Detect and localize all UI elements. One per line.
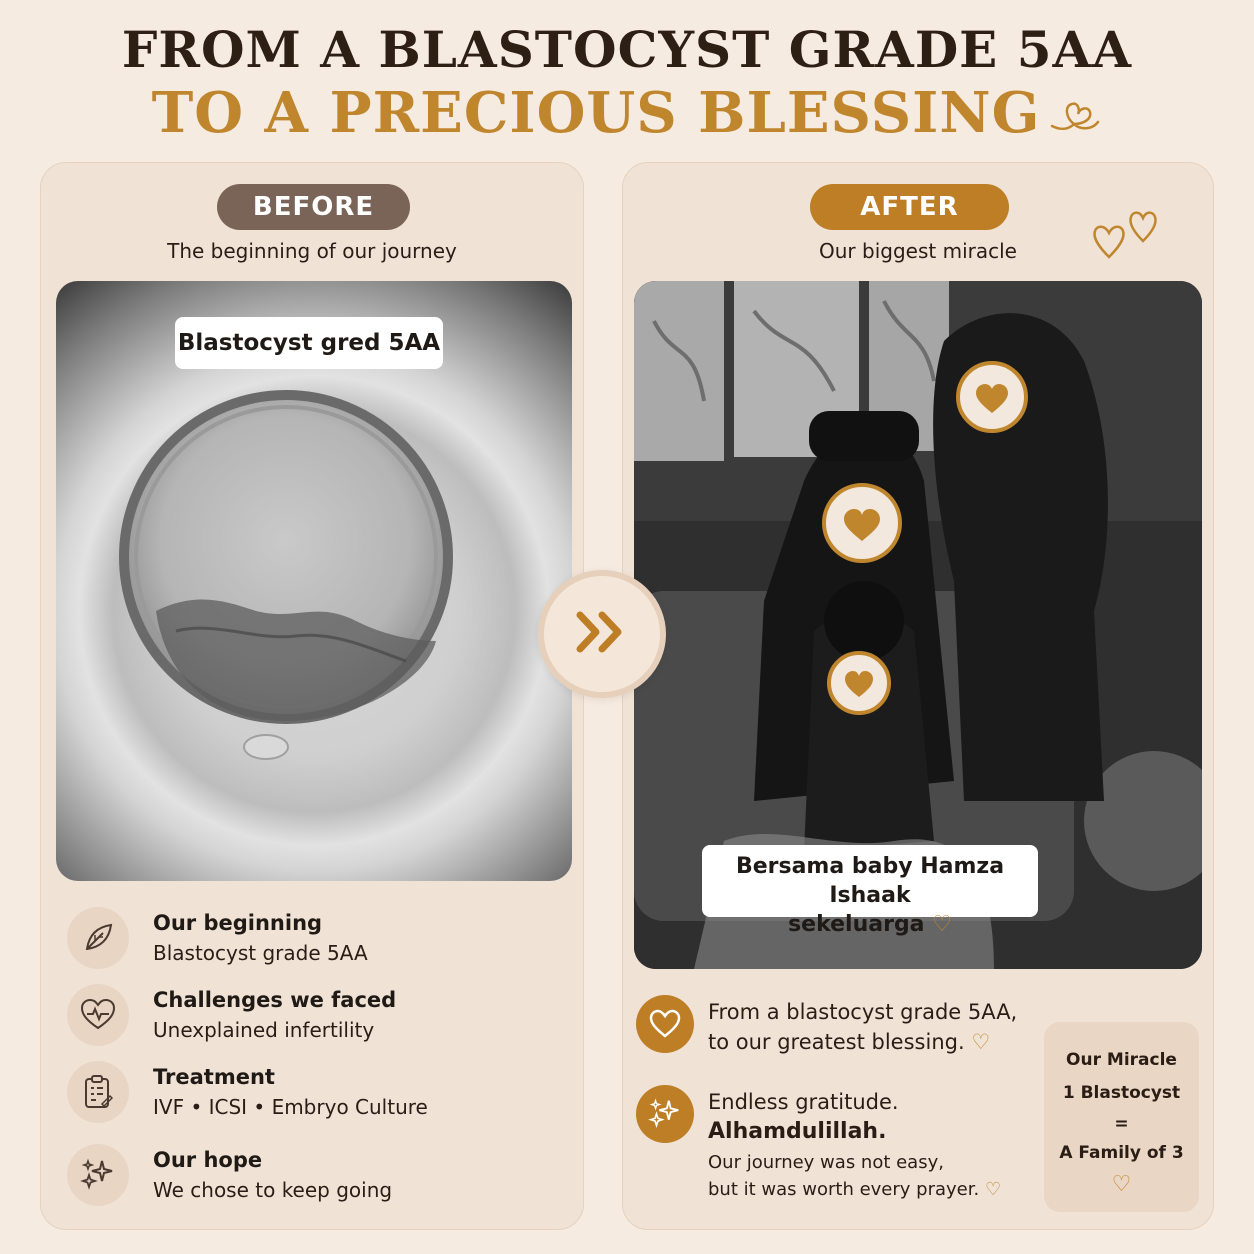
title-line-2 xyxy=(0,80,1254,150)
row2-line4-text: but it was worth every prayer. xyxy=(708,1179,980,1200)
miracle-line1: 1 Blastocyst xyxy=(1062,1083,1181,1103)
row2-line3: Our journey was not easy, xyxy=(708,1152,944,1173)
before-panel xyxy=(40,162,584,1230)
item-text: Unexplained infertility xyxy=(153,1018,375,1042)
heart-pulse-icon xyxy=(67,984,129,1046)
miracle-line3: A Family of 3 xyxy=(1059,1143,1184,1163)
item-title: Treatment xyxy=(153,1065,275,1089)
row1-line1: From a blastocyst grade 5AA, xyxy=(708,1000,1018,1024)
family-label-line1: Bersama baby Hamza Ishaak xyxy=(735,854,1005,908)
family-label-line2 xyxy=(702,910,1038,939)
small-heart-icon: ♡ xyxy=(1111,1172,1132,1197)
title-line-1: FROM A BLASTOCYST GRADE 5AA xyxy=(121,20,1133,79)
after-subtitle: Our biggest miracle xyxy=(819,239,1017,263)
double-heart-icon xyxy=(1089,203,1165,267)
before-subtitle: The beginning of our journey xyxy=(167,239,457,263)
small-heart-icon: ♡ xyxy=(984,1179,1002,1200)
before-badge: BEFORE xyxy=(217,184,410,230)
sparkles-icon xyxy=(67,1144,129,1206)
double-chevron-right-icon xyxy=(574,609,630,659)
after-badge: AFTER xyxy=(810,184,1009,230)
heart-icon xyxy=(636,995,694,1053)
row2-line2: Alhamdulillah. xyxy=(708,1119,887,1144)
row2-line4 xyxy=(708,1176,1001,1203)
row2-line1: Endless gratitude. xyxy=(708,1090,899,1114)
miracle-line2: = xyxy=(1114,1114,1129,1134)
heart-swirl-icon xyxy=(1046,84,1102,150)
row1-line2 xyxy=(708,1027,990,1057)
item-title: Challenges we faced xyxy=(153,988,397,1012)
before-item-challenges xyxy=(67,984,567,1050)
before-item-treatment xyxy=(67,1061,567,1127)
small-heart-icon: ♡ xyxy=(932,912,952,937)
clipboard-icon xyxy=(67,1061,129,1123)
item-text: We chose to keep going xyxy=(153,1178,393,1202)
after-panel xyxy=(622,162,1214,1230)
embryo-photo-label: Blastocyst gred 5AA xyxy=(175,317,443,369)
item-title: Our hope xyxy=(153,1148,263,1172)
family-photo xyxy=(634,281,1202,969)
leaf-icon xyxy=(67,907,129,969)
miracle-card xyxy=(1044,1022,1199,1212)
family-photo-label xyxy=(702,845,1038,937)
item-text: IVF • ICSI • Embryo Culture xyxy=(153,1095,428,1119)
before-item-hope xyxy=(67,1144,567,1210)
arrow-circle xyxy=(538,570,666,698)
item-text: Blastocyst grade 5AA xyxy=(153,941,368,965)
item-title: Our beginning xyxy=(153,911,323,935)
row1-line2-text: to our greatest blessing. xyxy=(708,1030,965,1054)
title-line-2-text: TO A PRECIOUS BLESSING xyxy=(151,80,1041,146)
before-item-beginning xyxy=(67,907,567,973)
family-label-line2-text: sekeluarga xyxy=(788,912,925,937)
miracle-heading: Our Miracle xyxy=(1066,1050,1177,1070)
sparkles-icon xyxy=(636,1085,694,1143)
small-heart-icon: ♡ xyxy=(971,1030,991,1054)
embryo-photo xyxy=(56,281,572,881)
